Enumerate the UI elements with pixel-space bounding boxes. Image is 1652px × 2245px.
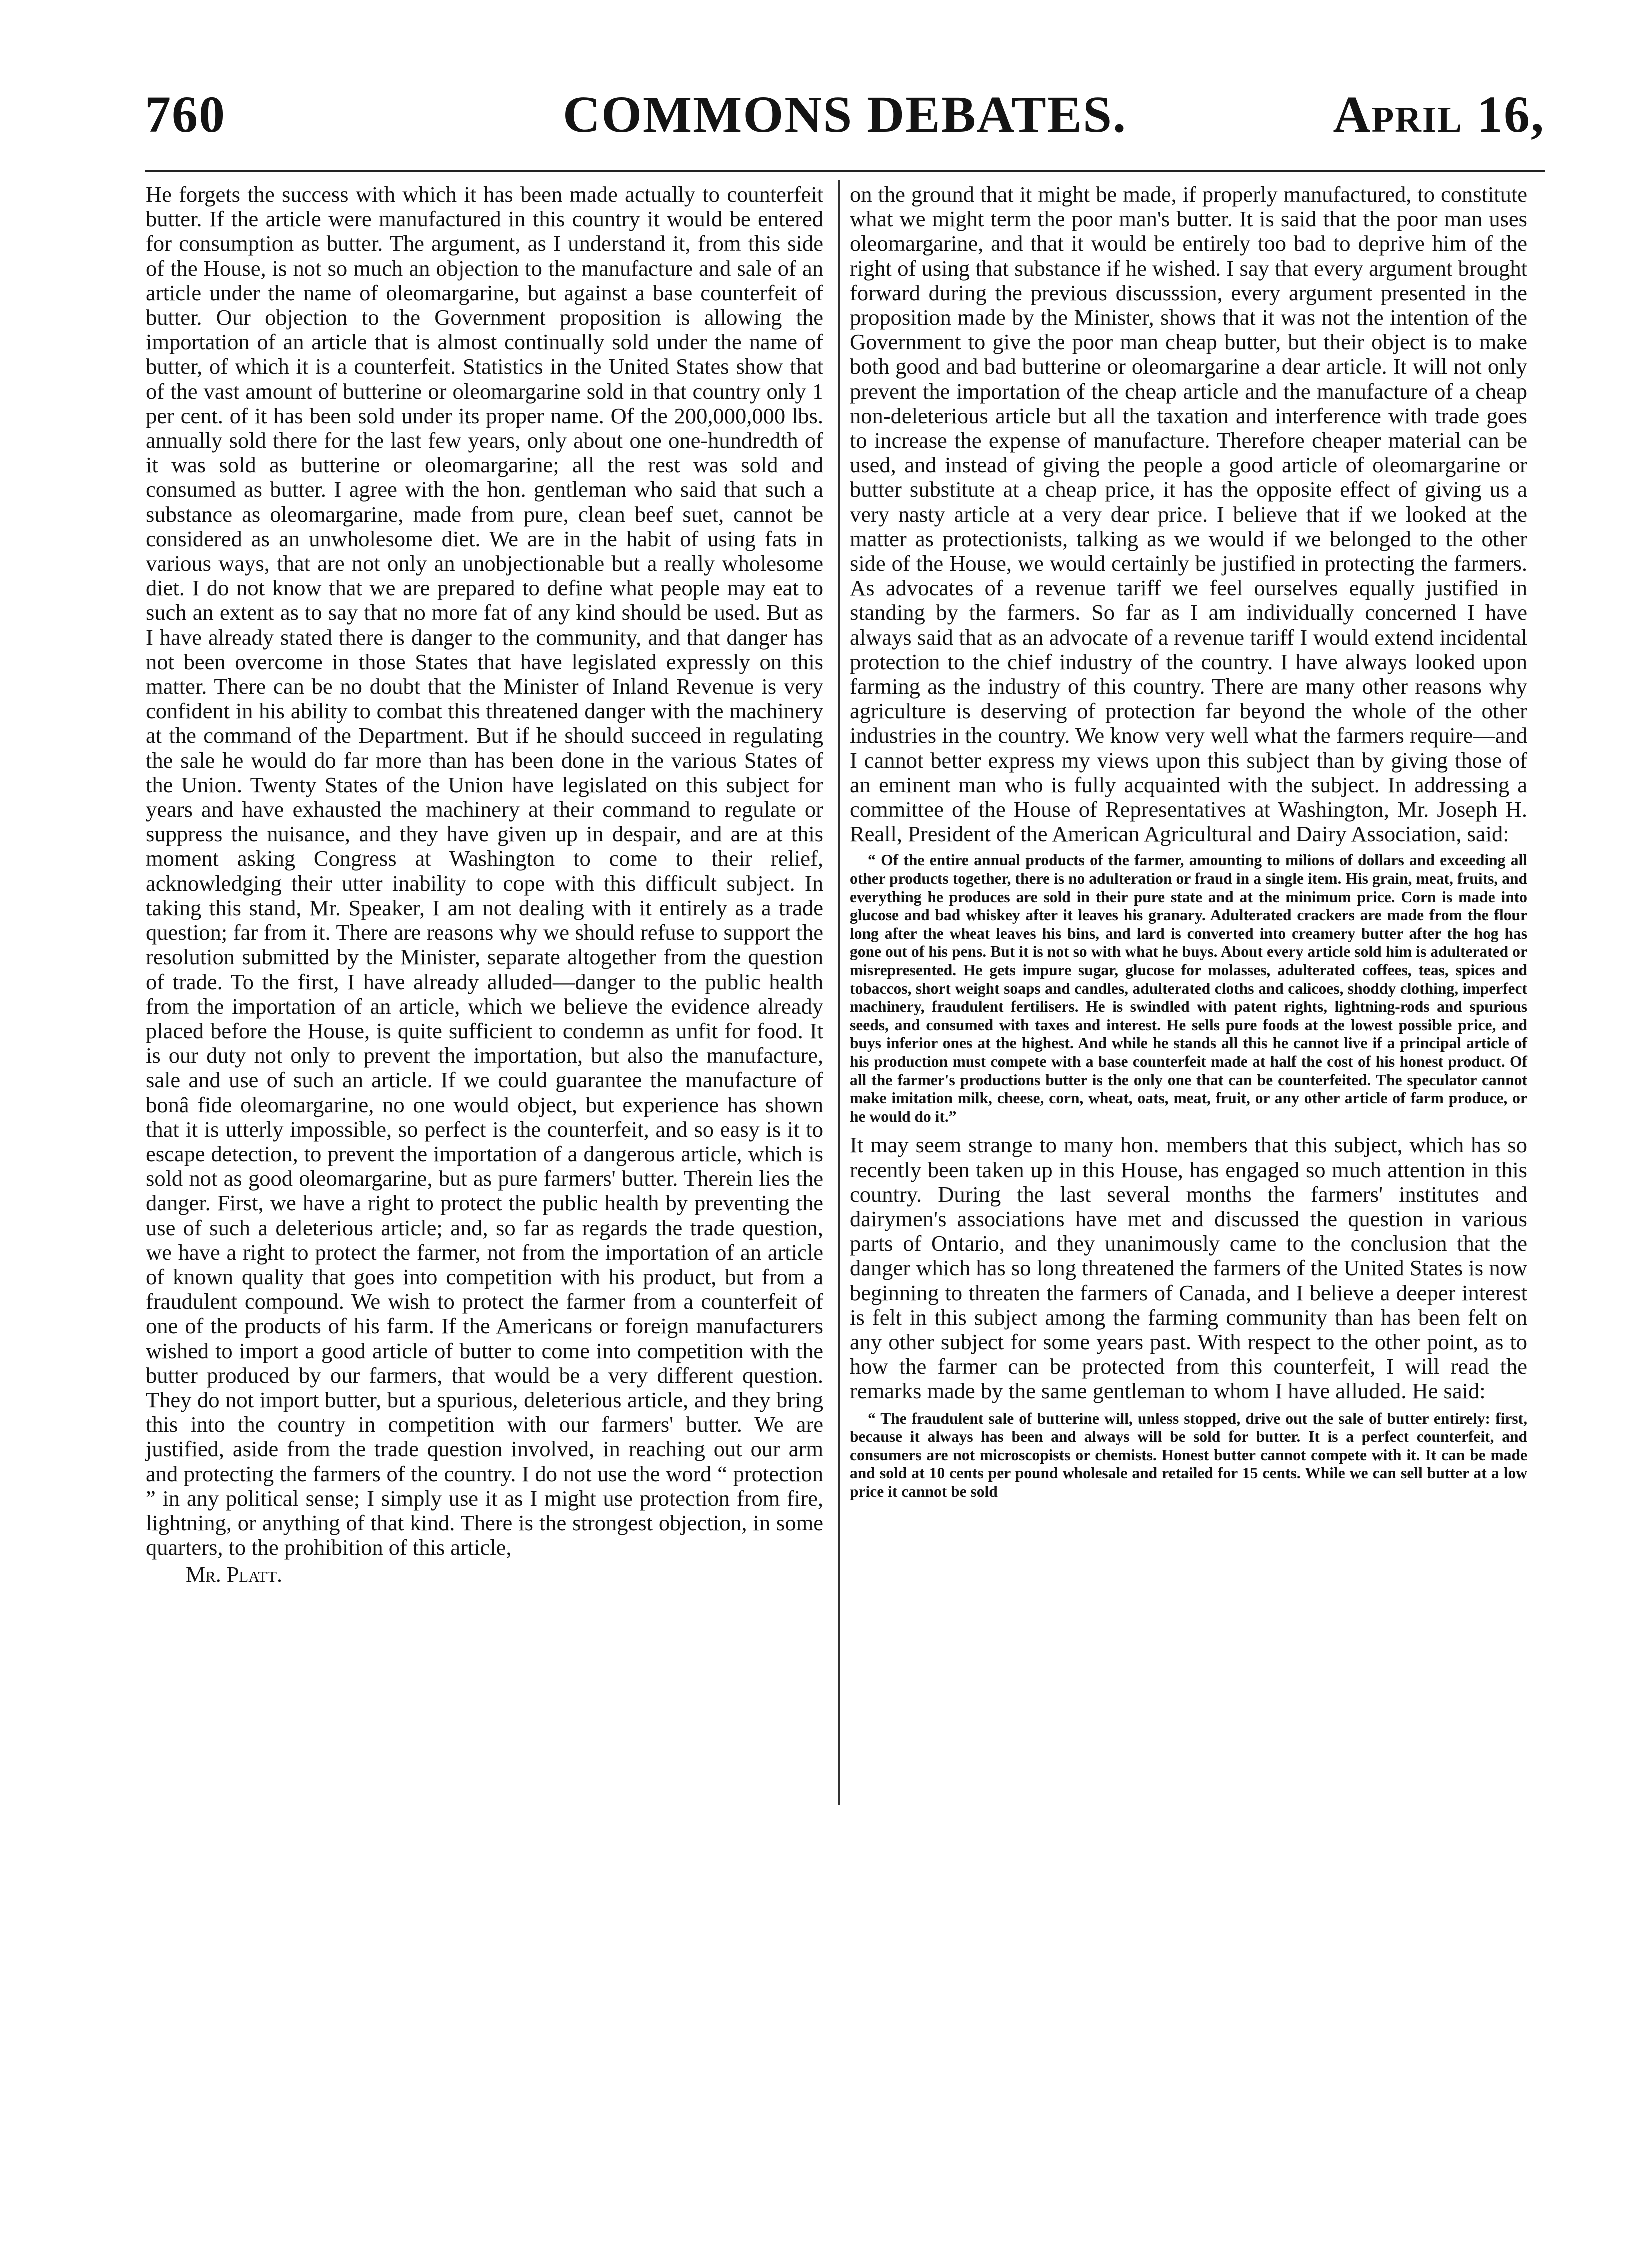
page-number: 760 [145,86,226,143]
left-column [146,182,823,1588]
running-title: COMMONS DEBATES. [563,86,1127,143]
right-column [850,182,1527,1508]
page-header [145,85,1545,160]
right-paragraph-1: on the ground that it might be made, if properly manufactured, to constitute what we might term the poor man's butter. It is said that the poor man uses oleomargarine, and that it would be entirely too bad to deprive him of the right of using that substance if he wished. I say that every argument brought forward during the previous discusssion, every argument presented in the proposition made by the Minister, shows that it was not the intention of the Government to give the poor man cheap butter, but their object is to make both good and bad butterine or oleomargarine a dear article. It will not only prevent the importation of the cheap article and the manufacture of a cheap non-deleterious article but all the taxation and interference with trade goes to increase the expense of manufacture. Therefore cheaper material can be used, and instead of giving the people a good article of oleomargarine or butter substitute at a cheap price, it has the opposite effect of giving us a very nasty article at a very dear price. I believe that if we looked at the matter as protectionists, talking as we would if we belonged to the other side of the House, we would certainly be justified in protecting the farmers. As advocates of a revenue tariff we feel ourselves equally justified in standing by the farmers. So far as I am individually concerned I have always said that as an advocate of a revenue tariff I would extend incidental protection to the chief industry of the country. I have always looked upon farming as the industry of this country. There are many other reasons why agriculture is deserving of protection far beyond the whole of the other industries in the country. We know very well what the farmers require—and I cannot better express my views upon this subject than by giving those of an eminent man who is fully acquainted with the subject. In addressing a committee of the House of Representatives at Washington, Mr. Joseph H. Reall, President of the American Agricultural and Dairy Association, said: [850,182,1527,847]
speaker-signature: Mr. Platt. [186,1562,283,1587]
header-rule [145,170,1545,172]
quotation-2: “ The fraudulent sale of butterine will, unless stopped, drive out the sale of butter entirely: first, because it always has been and always will be sold for butter. It is a perfect counterfeit, and consumers are not microscopists or chemists. Honest butter cannot compete with it. It can be made and sold at 10 cents per pound wholesale and retailed for 15 cents. While we can sell butter at a low price it cannot be sold [850,1409,1527,1500]
quotation-1: “ Of the entire annual products of the farmer, amounting to milions of dollars and exceeding all other products together, there is no adulteration or fraud in a single item. His grain, meat, fruits, and everything he produces are sold in their pure state and at the minimum price. Corn is made into glucose and bad whiskey after it leaves his granary. Adulterated crackers are made from the flour long after the wheat leaves his bins, and lard is converted into creamery butter after the hog has gone out of his pens. But it is not so with what he buys. About every article sold him is adulterated or misrepresented. He gets impure sugar, glucose for molasses, adulterated coffees, teas, spices and tobaccos, short weight soaps and candles, adulterated cloths and calicoes, shoddy clothing, imperfect machinery, fraudulent fertilisers. He is swindled with patent rights, lightning-rods and spurious seeds, and consumed with taxes and interest. He sells pure foods at the lowest possible price, and buys inferior ones at the highest. And while he stands all this he cannot live if a principal article of his production must compete with a base counterfeit made at half the cost of his honest product. Of all the farmer's productions butter is the only one that can be counterfeited. The speculator cannot make imitation milk, cheese, corn, wheat, oats, meat, fruit, or any other article of farm produce, or he would do it.” [850,851,1527,1125]
right-paragraph-2: It may seem strange to many hon. members that this subject, which has so recently been taken up in this House, has engaged so much attention in this country. During the last several months the farmers' institutes and dairymen's associations have met and discussed the question in various parts of Ontario, and they unanimously came to the conclusion that the danger which has so long threatened the farmers of the United States is now beginning to threaten the farmers of Canada, and I believe a deeper interest is felt in this subject among the farming community than has been felt on any other subject for some years past. With respect to the other point, as to how the farmer can be protected from this counterfeit, I will read the remarks made by the same gentleman to whom I have alluded. He said: [850,1132,1527,1404]
left-paragraph: He forgets the success with which it has been made actually to counterfeit butter. If the article were manufactured in this country it would be entered for consumption as butter. The argument, as I understand it, from this side of the House, is not so much an objection to the manufacture and sale of an article under the name of oleomargarine, but against a base counterfeit of butter. Our objection to the Government proposition is allowing the importation of an article that is almost continually sold under the name of butter, of which it is a counterfeit. Statistics in the United States show that of the vast amount of butterine or oleomargarine sold in that country only 1 per cent. of it has been sold under its proper name. Of the 200,000,000 lbs. annually sold there for the last few years, only about one one-hundredth of it was sold as butterine or oleomargarine; all the rest was sold and consumed as butter. I agree with the hon. gentleman who said that such a substance as oleomargarine, made from pure, clean beef suet, cannot be considered as an unwholesome diet. We are in the habit of using fats in various ways, that are not only an unobjectionable but a really wholesome diet. I do not know that we are prepared to define what people may eat to such an extent as to say that no more fat of any kind should be used. But as I have already stated there is danger to the community, and that danger has not been overcome in those States that have legislated expressly on this matter. There can be no doubt that the Minister of Inland Revenue is very confident in his ability to combat this threatened danger with the machinery at the command of the Department. But if he should succeed in regulating the sale he would do far more than has been done in the various States of the Union. Twenty States of the Union have legislated on this subject for years and have exhausted the machinery at their command to regulate or suppress the nuisance, and they have given up in despair, and are at this moment asking Congress at Washington to come to their relief, acknowledging their utter inability to cope with this difficult subject. In taking this stand, Mr. Speaker, I am not dealing with it entirely as a trade question; far from it. There are reasons why we should refuse to support the resolution submitted by the Minister, separate altogether from the question of trade. To the first, I have already alluded—danger to the public health from the importation of an article, which we believe the evidence already placed before the House, is quite sufficient to condemn as unfit for food. It is our duty not only to prevent the importation, but also the manufacture, sale and use of such an article. If we could guarantee the manufacture of bonâ fide oleomargarine, no one would object, but experience has shown that it is utterly impossible, so perfect is the counterfeit, and so easy is it to escape detection, to prevent the importation of a dangerous article, which is sold not as good oleomargarine, but as pure farmers' butter. Therein lies the danger. First, we have a right to protect the public health by preventing the use of such a deleterious article; and, so far as regards the trade question, we have a right to protect the farmer, not from the importation of an article of known quality that goes into competition with his product, but from a fraudulent compound. We wish to protect the farmer from a counterfeit of one of the products of his farm. If the Americans or foreign manufacturers wished to import a good article of butter to come into competition with the butter produced by our farmers, that would be a very different question. They do not import butter, but a spurious, deleterious article, and they bring this into the country in competition with our farmers' butter. We are justified, aside from the trade question involved, in reaching out our arm and protecting the farmers of the country. I do not use the word “ protection ” in any political sense; I simply use it as I might use protection from fire, lightning, or anything of that kind. There is the strongest objection, in some quarters, to the prohibition of this article, [146,182,823,1560]
column-divider [838,180,840,1805]
header-date: April 16, [1333,86,1545,143]
